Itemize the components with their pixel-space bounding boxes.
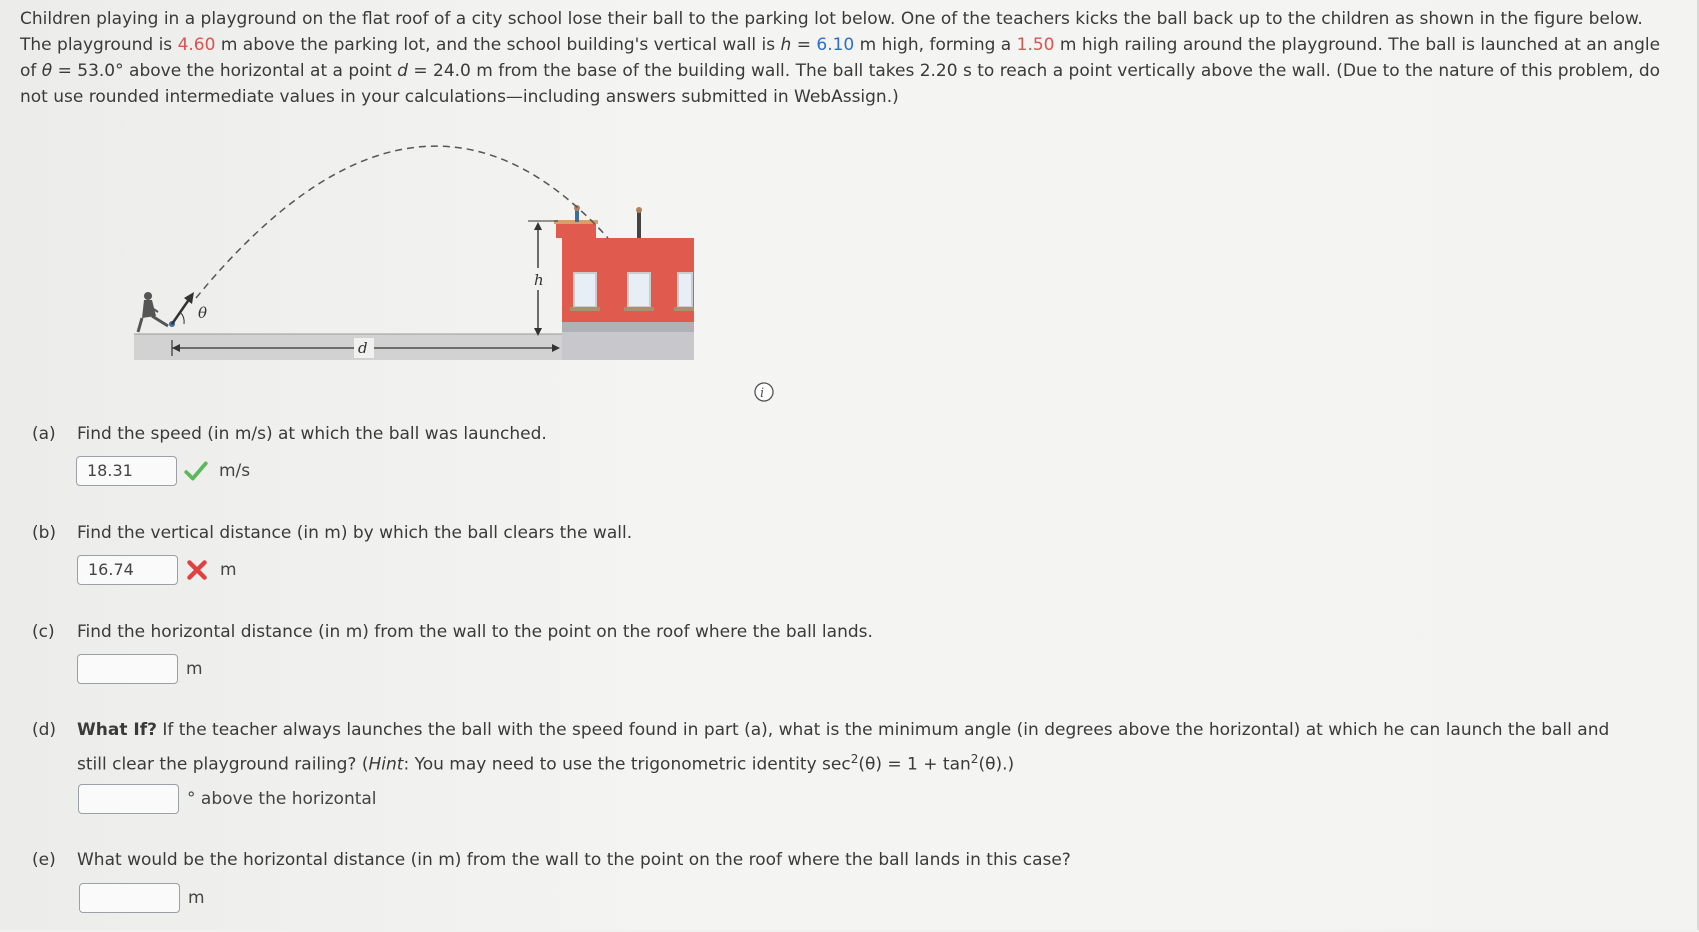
railing-height-value: 1.50 — [1016, 35, 1055, 55]
part-a-unit: m/s — [219, 461, 251, 481]
playground-height-value: 4.60 — [177, 35, 216, 55]
part-e-answer-input[interactable] — [79, 883, 180, 913]
svg-text:θ: θ — [198, 304, 208, 322]
part-e-answer-row — [79, 883, 205, 913]
part-d-question: (d) What If? If the teacher always launches the ball with the speed found in part (a), what is the minimum angle (in degrees above the horizontal) at which he can launch the ball and still clear the playground railing? (Hint: You may need to use the trigonometric identity $\sec^2(\theta) = 1 + \tan^2(\theta)$.) — [32, 720, 1610, 775]
part-b-unit: m — [220, 560, 237, 580]
cross-icon — [184, 557, 210, 583]
svg-text:d: d — [358, 339, 368, 357]
projectile-figure — [128, 128, 788, 408]
part-c-answer-input[interactable] — [77, 654, 178, 684]
check-icon — [183, 458, 209, 484]
info-icon[interactable] — [755, 383, 773, 401]
svg-text:i: i — [760, 386, 765, 401]
problem-statement: Children playing in a playground on the flat roof of a city school lose their ball to the parking lot below. One of the teachers kicks the ball back up to the children as shown in the figure below. The playground is 4.60 m above the parking lot, and the school building's vertical wall is h = 6.10 m high, forming a 1.50 m high railing around the playground. The ball is launched at an angle of θ = 53.0° above the horizontal at a point d = 24.0 m from the base of the building wall. The ball takes 2.20 s to reach a point vertically above the wall. (Due to the nature of this problem, do not use rounded intermediate values in your calculations—including answers submitted in WebAssign.) — [20, 9, 1661, 107]
railing — [556, 222, 596, 238]
ball-trajectory — [196, 146, 608, 298]
part-d-answer-input[interactable] — [78, 784, 179, 814]
svg-text:h: h — [534, 271, 544, 289]
part-a-question: (a) Find the speed (in m/s) at which the ball was launched. — [32, 424, 547, 444]
part-e-question: (e) What would be the horizontal distance (in m) from the wall to the point on the roof where the ball lands in this case? — [32, 850, 1071, 870]
distance-value: 24.0 — [433, 61, 471, 81]
part-c-question: (c) Find the horizontal distance (in m) from the wall to the point on the roof where the ball lands. — [32, 622, 873, 642]
part-d-answer-row — [78, 784, 377, 814]
part-a-answer-input[interactable]: 18.31 — [76, 456, 177, 486]
angle-value: 53.0° — [77, 61, 124, 81]
part-b-question: (b) Find the vertical distance (in m) by which the ball clears the wall. — [32, 523, 633, 543]
part-c-unit: m — [186, 659, 203, 679]
part-e-unit: m — [188, 888, 205, 908]
part-a-answer-row — [76, 456, 250, 486]
teacher-icon — [138, 292, 168, 332]
part-c-answer-row — [77, 654, 203, 684]
parking-lot — [134, 334, 568, 360]
part-b-answer-input[interactable]: 16.74 — [77, 555, 178, 585]
part-b-answer-row — [77, 555, 237, 585]
wall-height-value: 6.10 — [816, 35, 855, 55]
part-d-unit: ° above the horizontal — [187, 789, 377, 809]
